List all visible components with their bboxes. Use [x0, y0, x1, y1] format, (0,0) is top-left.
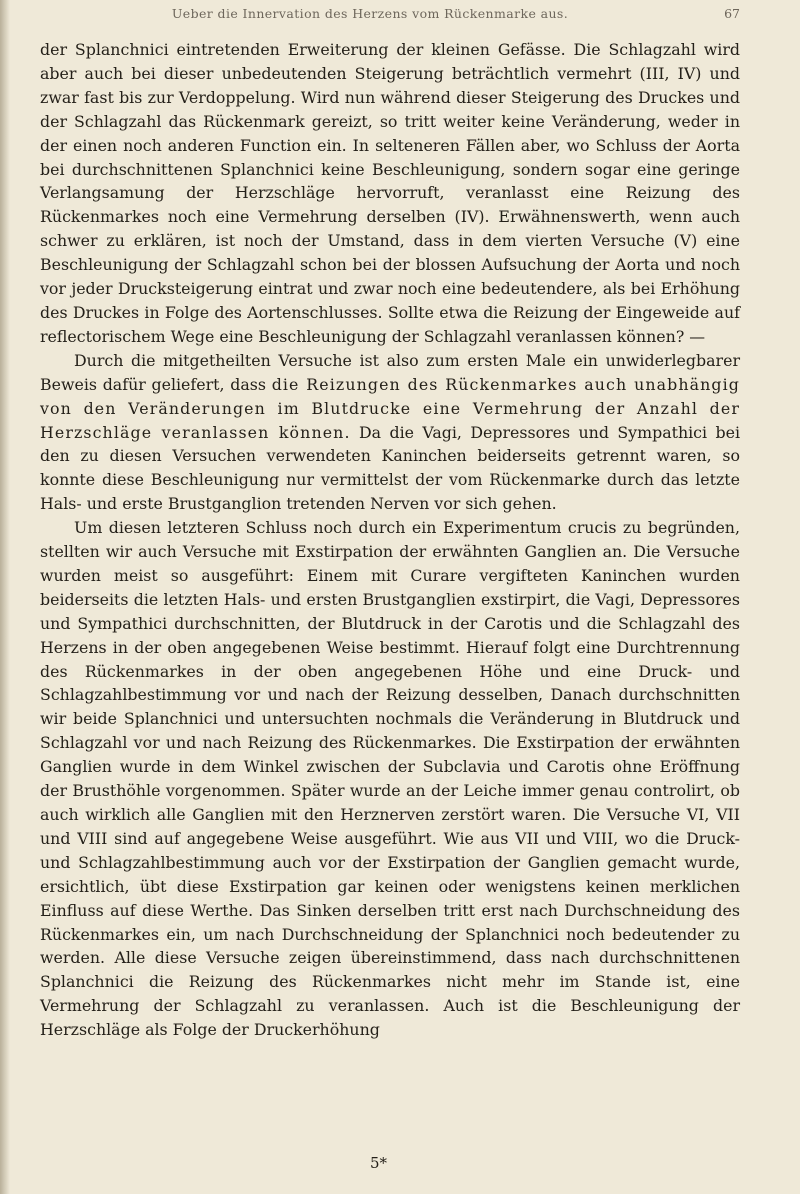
text-segment: Da die Vagi, Depressores und Sympathici bei den zu diesen Versuchen verwendeten Kaninchen beiderseits getrennt waren, so konnte diese Beschleunigung nur vermittelst der vom Rückenmarke durch das letzte Hals- und erste Brustganglion tretenden Nerven vor sich gehen. — [40, 422, 741, 514]
emphasized-text: die Reizungen des Rückenmarkes auch unabhängig von den Veränderungen im Blutdrucke eine Vermehrung der Anzahl der Herzschläge veranlassen können. — [40, 374, 741, 442]
text-segment: Um diesen letzteren Schluss noch durch ein Experimentum crucis zu begründen, stellten wir auch Versuche mit Exstirpation der erwähnten Ganglien an. Die Versuche wurden meist so ausgeführt: Einem mit Curare vergifteten Kaninchen wurden beiderseits die letzten Hals- und ersten Brustganglien exstirpirt, die Vagi, Depressores und Sympathici durchschnitten, der Blutdruck in der Carotis und die Schlagzahl des Herzens in der oben angegebenen Weise bestimmt. Hierauf folgt eine Durchtrennung des Rückenmarkes in der oben angegebenen Höhe und eine Druck- und Schlagzahlbestimmung vor und nach der Reizung desselben, Danach durchschnitten wir beide Splanchnici und untersuchten nochmals die Veränderung in Blutdruck und Schlagzahl vor und nach Reizung des Rückenmarkes. Die Exstirpation der erwähnten Ganglien wurde in dem Winkel zwischen der Subclavia und Carotis ohne Eröffnung der Brusthöhle vorgenommen. Später wurde an der Leiche immer genau controlirt, ob auch wirklich alle Ganglien mit den Herznerven zerstört waren. Die Versuche VI, VII und VIII sind auf angegebene Weise ausgeführt. Wie aus VII und VIII, wo die Druck- und Schlagzahlbestimmung auch vor der Exstirpation der Ganglien gemacht wurde, ersichtlich, übt diese Exstirpation gar keinen oder wenigstens keinen merklichen Einfluss auf diese Werthe. Das Sinken derselben tritt erst nach Durchschneidung des Rückenmarkes ein, um nach Durchschneidung der Splanchnici noch bedeutender zu werden. Alle diese Versuche zeigen übereinstimmend, dass nach durchschnittenen Splanchnici die Reizung des Rückenmarkes nicht mehr im Stande ist, eine Vermehrung der Schlagzahl zu veranlassen. Auch ist die Beschleunigung der Herzschläge als Folge der Druckerhöhung — [40, 518, 740, 1040]
book-page — [40, 0, 740, 1194]
page-number: 67 — [724, 6, 740, 21]
paragraph — [40, 349, 740, 516]
text-segment: Durch die mitgetheilten Versuche ist also zum ersten Male ein unwiderlegbarer Beweis dafür geliefert, dass — [40, 350, 740, 394]
page-binding-shadow — [0, 0, 10, 1194]
signature-mark: 5* — [370, 1154, 388, 1172]
page-header — [40, 6, 740, 28]
paragraph — [40, 38, 740, 349]
running-head: Ueber die Innervation des Herzens vom Rückenmarke aus. — [171, 6, 569, 21]
paragraph — [40, 516, 740, 1042]
text-segment: der Splanchnici eintretenden Erweiterung der kleinen Gefässe. Die Schlagzahl wird aber auch bei dieser unbedeutenden Steigerung beträchtlich vermehrt (III, IV) und zwar fast bis zur Verdoppelung. Wird nun während dieser Steigerung des Druckes und der Schlagzahl das Rückenmark gereizt, so tritt weiter keine Veränderung, weder in der einen noch anderen Function ein. In selteneren Fällen aber, wo Schluss der Aorta bei durchschnittenen Splanchnici keine Beschleunigung, sondern sogar eine geringe Verlangsamung der Herzschläge hervorruft, veranlasst eine Reizung des Rückenmarkes noch eine Vermehrung derselben (IV). Erwähnenswerth, wenn auch schwer zu erklären, ist noch der Umstand, dass in dem vierten Versuche (V) eine Beschleunigung der Schlagzahl schon bei der blossen Aufsuchung der Aorta und noch vor jeder Drucksteigerung eintrat und zwar noch eine bedeutendere, als bei Erhöhung des Druckes in Folge des Aortenschlusses. Sollte etwa die Reizung der Eingeweide auf reflectorischem Wege eine Beschleunigung der Schlagzahl veranlassen können? — — [40, 40, 740, 346]
body-text — [40, 38, 740, 1042]
